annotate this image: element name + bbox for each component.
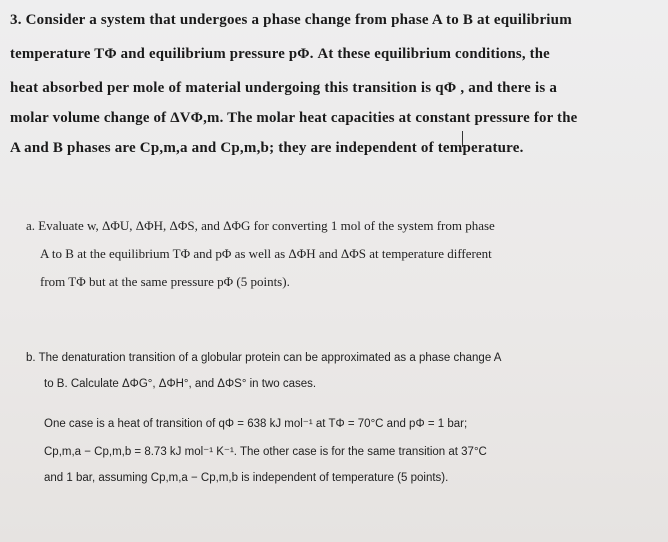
part-a-line-2: A to B at the equilibrium TΦ and pΦ as well as ΔΦH and ΔΦS at temperature different: [40, 246, 492, 261]
question-3-line-3: heat absorbed per mole of material undergoing this transition is qΦ , and there is a: [10, 80, 558, 96]
part-b-line-3: One case is a heat of transition of qΦ = 638 kJ mol⁻¹ at TΦ = 70°C and pΦ = 1 bar;: [44, 418, 468, 430]
part-b-line-1: b. The denaturation transition of a globular protein can be approximated as a phase change A: [26, 352, 502, 364]
text-cursor-icon: [462, 131, 469, 147]
part-a-line-1: a. Evaluate w, ΔΦU, ΔΦH, ΔΦS, and ΔΦG for converting 1 mol of the system from phase: [26, 218, 495, 233]
question-3-line-5: A and B phases are Cp,m,a and Cp,m,b; they are independent of temperature.: [10, 140, 524, 156]
part-a-line-3: from TΦ but at the same pressure pΦ (5 points).: [40, 274, 290, 289]
part-b-line-5: and 1 bar, assuming Cp,m,a − Cp,m,b is independent of temperature (5 points).: [44, 472, 449, 484]
question-3-line-1: 3. Consider a system that undergoes a phase change from phase A to B at equilibrium: [10, 12, 572, 28]
question-3-line-2: temperature TΦ and equilibrium pressure pΦ. At these equilibrium conditions, the: [10, 46, 550, 62]
part-b-line-2: to B. Calculate ΔΦG°, ΔΦH°, and ΔΦS° in two cases.: [44, 378, 317, 390]
part-b-line-4: Cp,m,a − Cp,m,b = 8.73 kJ mol⁻¹ K⁻¹. The other case is for the same transition at 37°C: [44, 446, 487, 458]
question-3-line-4: molar volume change of ΔVΦ,m. The molar heat capacities at constant pressure for the: [10, 110, 578, 126]
